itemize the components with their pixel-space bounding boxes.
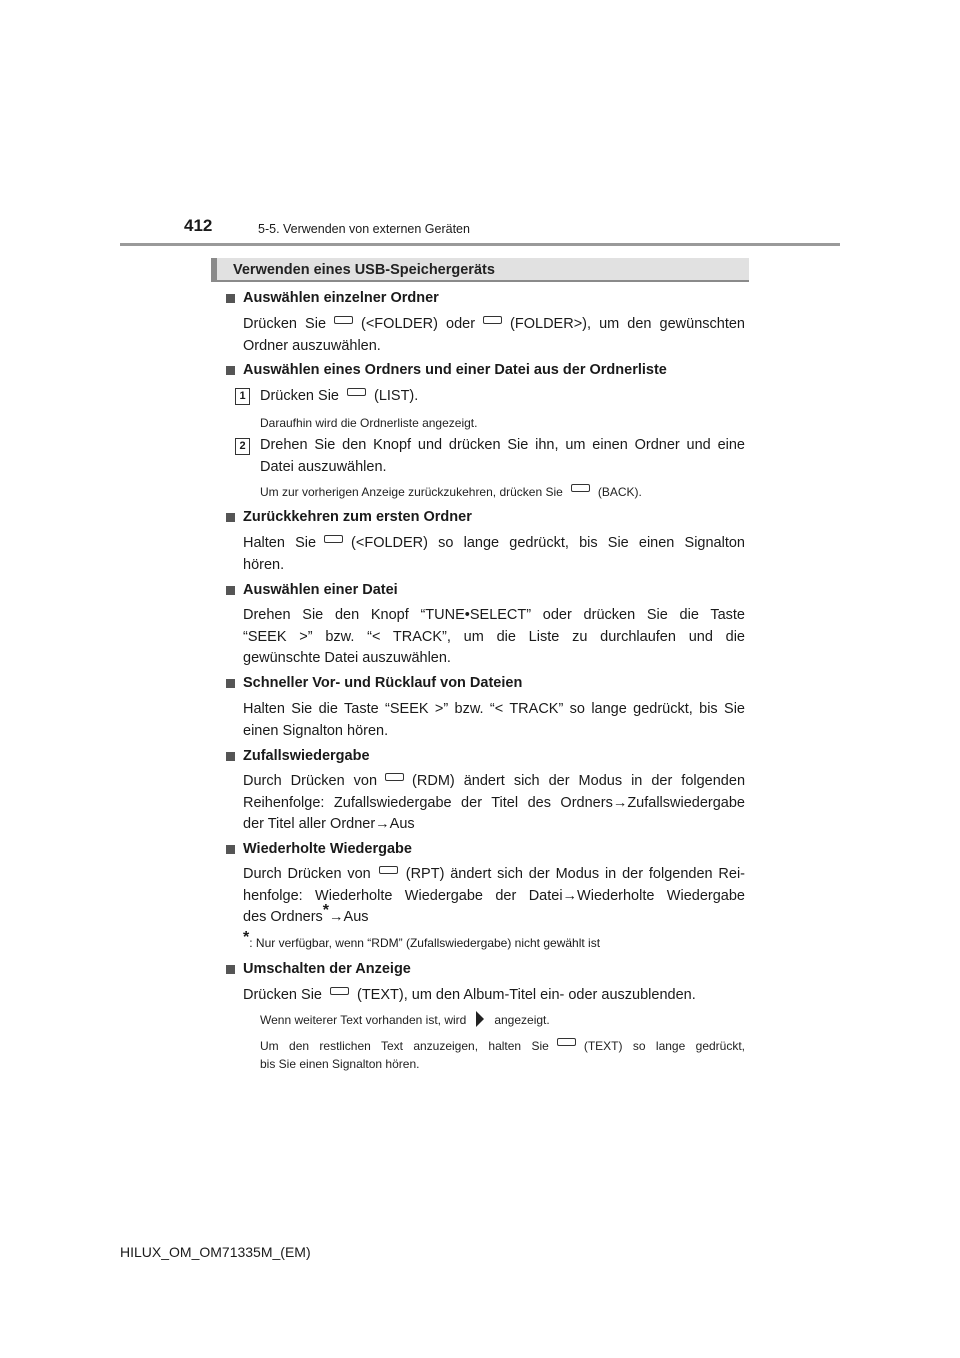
square-bullet-icon	[226, 586, 235, 595]
paragraph-select-folder: Drücken Sie (<FOLDER) oder (FOLDER>), um den gewünschten Ordner auszuwählen.	[243, 316, 745, 354]
note-back: Um zur vorherigen Anzeige zurückzukehren, drücken Sie (BACK).	[260, 485, 642, 499]
button-icon	[571, 484, 590, 492]
paragraph-random: Durch Drücken von (RDM) ändert sich der Modus in der folgenden Reihenfolge: Zufallswiedergabe der Titel des Ordners→Zufallswiedergabe der Titel aller Ordner→Aus	[243, 773, 746, 832]
square-bullet-icon	[226, 845, 235, 854]
heading-select-file: Auswählen einer Datei	[226, 580, 398, 601]
section-header	[211, 258, 749, 282]
paragraph-fast-forward: Halten Sie die Taste “SEEK >” bzw. “< TRACK” so lange gedrückt, bis Sie einen Signalton hören.	[243, 701, 745, 739]
step2-text: Drehen Sie den Knopf und drücken Sie ihn, um einen Ordner und eine Datei auszuwählen.	[260, 437, 745, 475]
chapter-title: 5-5. Verwenden von externen Geräten	[258, 222, 470, 236]
note-rest-text: Um den restlichen Text anzuzeigen, halten Sie (TEXT) so lange gedrückt, bis Sie einen Signalton hören.	[260, 1039, 745, 1071]
section-title: Verwenden eines USB-Speichergeräts	[233, 262, 495, 278]
heading-select-folder: Auswählen einzelner Ordner	[226, 288, 439, 309]
heading-folder-list: Auswählen eines Ordners und einer Datei aus der Ordnerliste	[226, 360, 667, 381]
heading-random: Zufallswiedergabe	[226, 746, 370, 767]
square-bullet-icon	[226, 294, 235, 303]
heading-display: Umschalten der Anzeige	[226, 959, 411, 980]
footer-code: HILUX_OM_OM71335M_(EM)	[120, 1244, 311, 1260]
paragraph-select-file: Drehen Sie den Knopf “TUNE•SELECT” oder drücken Sie die Taste “SEEK >” bzw. “< TRACK”, um die Liste zu durchlaufen und die gewünschte Datei auszuwählen.	[243, 607, 745, 666]
button-icon	[324, 535, 343, 543]
square-bullet-icon	[226, 752, 235, 761]
button-icon	[483, 316, 502, 324]
paragraph-display: Drücken Sie (TEXT), um den Album-Titel ein- oder auszublenden.	[243, 987, 696, 1003]
note-folder-list: Daraufhin wird die Ordnerliste angezeigt.	[260, 416, 478, 430]
paragraph-repeat: Durch Drücken von (RPT) ändert sich der Modus in der folgenden Rei- henfolge: Wiederholte Wiedergabe der Datei→Wiederholte Wiedergabe des Ordners*→Aus	[243, 866, 746, 925]
button-icon	[379, 866, 398, 874]
note-more-text: Wenn weiterer Text vorhanden ist, wird angezeigt.	[260, 1013, 550, 1027]
square-bullet-icon	[226, 679, 235, 688]
step-number-1: 1	[235, 388, 250, 405]
button-icon	[557, 1038, 576, 1046]
step1-text: Drücken Sie (LIST).	[260, 388, 419, 404]
heading-fast-forward: Schneller Vor- und Rücklauf von Dateien	[226, 673, 522, 694]
button-icon	[334, 316, 353, 324]
button-icon	[385, 773, 404, 781]
more-text-arrow-icon	[476, 1011, 484, 1027]
footnote-repeat: *: Nur verfügbar, wenn “RDM” (Zufallswiedergabe) nicht gewählt ist	[243, 929, 601, 950]
heading-repeat: Wiederholte Wiedergabe	[226, 839, 412, 860]
button-icon	[330, 987, 349, 995]
header-rule	[120, 243, 840, 246]
page-number: 412	[184, 216, 213, 235]
heading-first-folder: Zurückkehren zum ersten Ordner	[226, 507, 472, 528]
step-number-2: 2	[235, 438, 250, 455]
button-icon	[347, 388, 366, 396]
square-bullet-icon	[226, 965, 235, 974]
square-bullet-icon	[226, 366, 235, 375]
square-bullet-icon	[226, 513, 235, 522]
paragraph-first-folder: Halten Sie (<FOLDER) so lange gedrückt, bis Sie einen Signalton hören.	[243, 535, 745, 573]
